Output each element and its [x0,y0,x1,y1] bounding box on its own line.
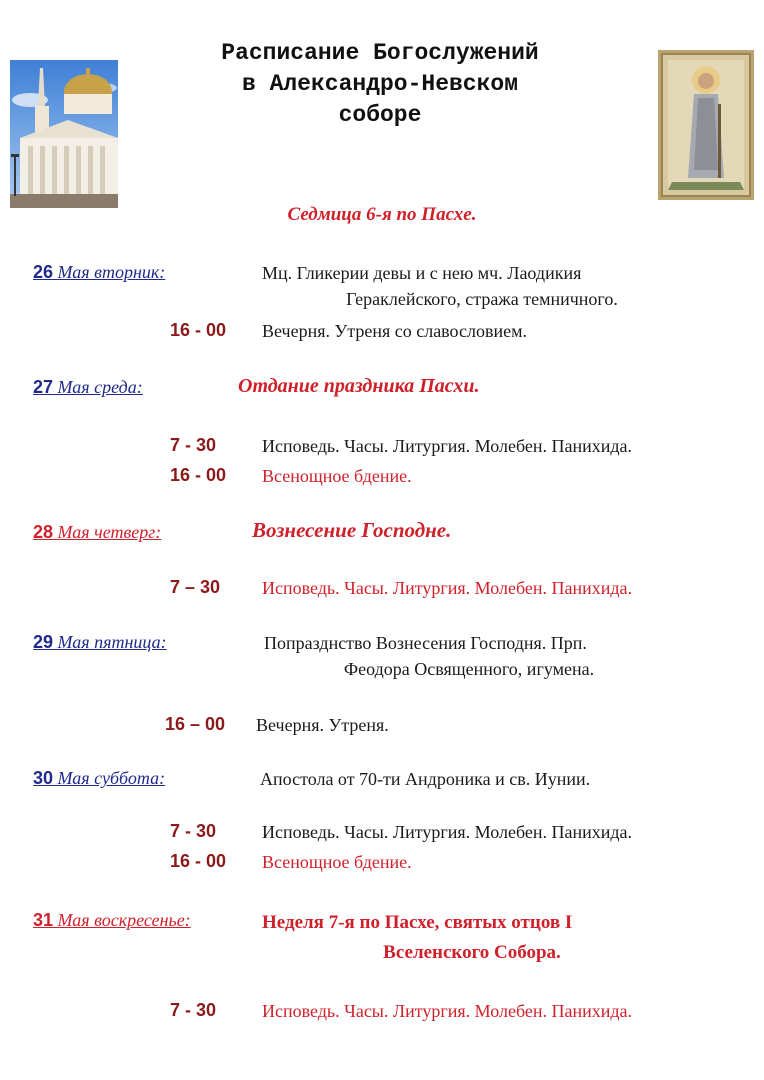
feast-line: Неделя 7-я по Пасхе, святых отцов I [262,912,573,933]
service-time: 16 - 00 [170,465,227,485]
title-line-2: в Александро-Невском [241,71,519,97]
service-text: Исповедь. Часы. Литургия. Молебен. Панихида. [262,578,633,598]
saint-icon [658,50,754,200]
description-line: Гераклейского, стража темничного. [346,289,618,309]
service-text: Исповедь. Часы. Литургия. Молебен. Панихида. [262,436,633,456]
service-time: 7 – 30 [170,577,221,597]
description-line: Попразднство Вознесения Господня. Прп. [264,633,587,653]
day-30-description: Апостола от 70-ти Андроника и св. Иунии. [260,769,591,789]
day-number: 30 [33,768,54,788]
feast-title: Вознесение Господне. [252,518,452,542]
day-number: 28 [33,522,54,542]
day-label: Мая вторник: [57,262,166,282]
day-number: 26 [33,262,54,282]
day-label: Мая пятница: [57,632,167,652]
day-label: Мая суббота: [57,768,166,788]
service-text: Всенощное бдение. [262,466,412,486]
service-text: Исповедь. Часы. Литургия. Молебен. Панихида. [262,822,633,842]
title-line-3: соборе [338,102,422,128]
service-time: 7 - 30 [170,1000,217,1020]
day-number: 29 [33,632,54,652]
feast-line: Вселенского Собора. [383,942,561,963]
day-number: 31 [33,910,54,930]
day-number: 27 [33,377,54,397]
day-26-description [262,260,702,312]
service-time: 7 - 30 [170,821,217,841]
service-time: 16 – 00 [165,714,226,734]
service-text: Вечерня. Утреня со славословием. [262,321,527,341]
service-text: Вечерня. Утреня. [256,715,389,735]
service-text: Всенощное бдение. [262,852,412,872]
day-label: Мая воскресенье: [57,910,191,930]
day-31-date [33,910,191,931]
day-29-description [264,630,674,682]
service-text: Исповедь. Часы. Литургия. Молебен. Панихида. [262,1001,633,1021]
day-30-date [33,768,165,789]
day-29-date [33,632,167,653]
day-27-date [33,377,143,398]
day-label: Мая четверг: [57,522,162,542]
day-28-date [33,522,161,543]
title-line-1: Расписание Богослужений [221,40,539,66]
day-label: Мая среда: [57,377,143,397]
day-31-feast [262,908,672,968]
feast-title: Отдание праздника Пасхи. [238,375,480,397]
description-line: Феодора Освященного, игумена. [343,659,595,679]
service-time: 16 - 00 [170,320,227,340]
service-time: 16 - 00 [170,851,227,871]
service-time: 7 - 30 [170,435,217,455]
day-26-date [33,262,165,283]
page-title [140,38,620,131]
cathedral-photo [10,60,118,208]
week-title: Седмица 6-я по Пасхе. [287,204,477,225]
description-line: Мц. Гликерии девы и с нею мч. Лаодикия [262,263,582,283]
